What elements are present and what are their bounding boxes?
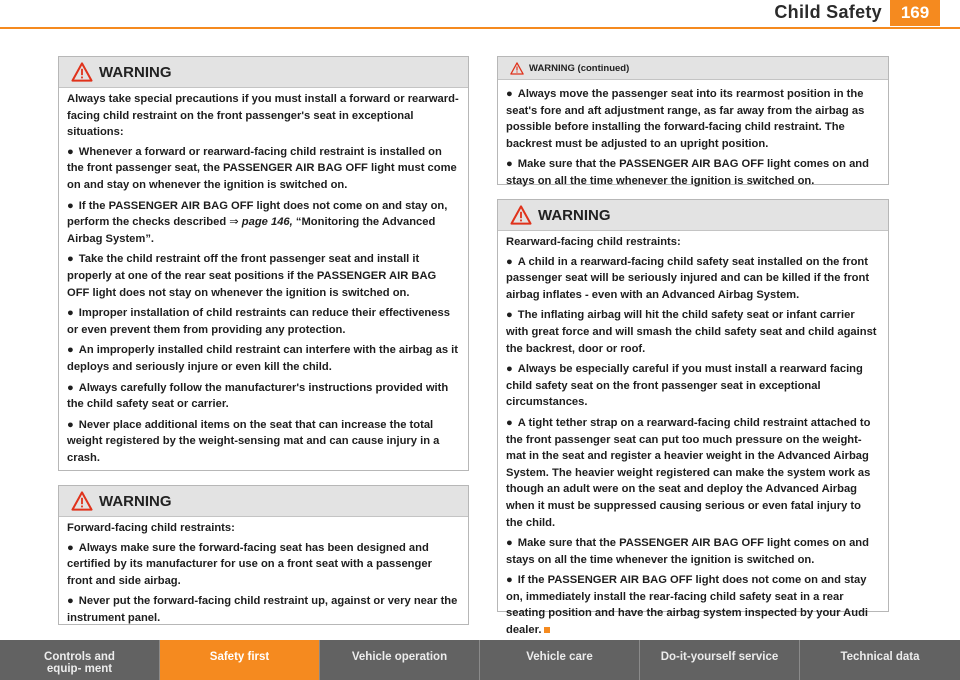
bullet-icon: ● bbox=[67, 381, 74, 394]
bullet-icon: ● bbox=[506, 574, 513, 587]
warning-bullet: ● Make sure that the PASSENGER AIR BAG OFF light comes on and stays on all the time whenever the ignition is switched on. bbox=[506, 158, 869, 187]
warning-bullet: ● Always make sure the forward-facing seat has been designed and certified by its manufacturer for use on a front seat with a passenger front and side airbag. bbox=[67, 541, 432, 587]
header-divider bbox=[0, 27, 960, 29]
warning-body bbox=[59, 88, 468, 466]
tab-controls-and-equipment[interactable]: Controls and equip- ment bbox=[0, 640, 160, 680]
bullet-icon: ● bbox=[67, 145, 74, 158]
warning-bullet: ● The inflating airbag will hit the child safety seat or infant carrier with great force and will smash the child safety seat and child against the backrest, door or roof. bbox=[506, 309, 877, 355]
bullet-icon: ● bbox=[506, 363, 513, 376]
warning-bullet: ● Always move the passenger seat into its rearmost position in the seat's fore and aft adjustment range, as far away from the airbag as possible before installing the forward-facing child restraint. The backrest must be adjusted to an upright position. bbox=[506, 88, 865, 150]
bullet-icon: ● bbox=[67, 199, 74, 212]
bullet-icon: ● bbox=[67, 595, 74, 608]
cross-reference-link[interactable]: page 146, bbox=[241, 216, 293, 229]
bullet-icon: ● bbox=[67, 344, 74, 357]
page-number: 169 bbox=[890, 0, 940, 26]
warning-intro: Forward-facing child restraints: bbox=[67, 522, 235, 534]
warning-box-rearward-facing bbox=[497, 199, 889, 637]
warning-triangle-icon bbox=[71, 491, 93, 511]
warning-bullet: ● Never place additional items on the seat that can increase the total weight registered by the weight-sensing mat and can cause injury in a crash. bbox=[67, 418, 440, 464]
tab-vehicle-operation[interactable]: Vehicle operation bbox=[320, 640, 480, 680]
end-of-section-icon bbox=[544, 627, 550, 633]
warning-bullet: ● A child in a rearward-facing child safety seat installed on the front passenger seat will be seriously injured and can be killed if the front airbag inflates - even with an Advanced Airbag System. bbox=[506, 255, 870, 301]
chapter-navigation bbox=[0, 640, 960, 680]
warning-bullet: ● Never put the forward-facing child restraint up, against or very near the instrument panel. bbox=[67, 595, 458, 624]
bullet-icon: ● bbox=[67, 253, 74, 266]
warning-bullet: ● Make sure that the PASSENGER AIR BAG OFF light comes on and stays on all the time whenever the ignition is switched on. bbox=[506, 537, 869, 566]
warning-header bbox=[498, 200, 888, 231]
warning-bullet: ● A tight tether strap on a rearward-facing child restraint attached to the front passenger seat can put too much pressure on the weight-mat in the seat and register a heavier weight in the Advanced Airbag System. The heavier weight registered can make the system work as though an adult were on the seat and deploy the Advanced Airbag when it must be suppressed causing serious or even fatal injury to the child. bbox=[506, 416, 871, 529]
warning-triangle-icon bbox=[510, 62, 524, 75]
bullet-icon: ● bbox=[506, 88, 513, 100]
warning-bullet: ● Always be especially careful if you must install a rearward facing child safety seat on the front passenger seat in exceptional circumstances. bbox=[506, 363, 863, 409]
warning-bullet: ● Take the child restraint off the front passenger seat and install it properly at one of the rear seat positions if the PASSENGER AIR BAG OFF light does not stay on whenever the ignition is switched on. bbox=[67, 253, 437, 299]
warning-triangle-icon bbox=[71, 62, 93, 82]
cross-reference-title: “Monitoring the Advanced Airbag System”. bbox=[67, 216, 436, 245]
warning-body bbox=[59, 517, 468, 627]
bullet-icon: ● bbox=[506, 537, 513, 550]
warning-bullet: ● An improperly installed child restraint can interfere with the airbag as it deploys and seriously injure or even kill the child. bbox=[67, 344, 458, 373]
warning-bullet: ● If the PASSENGER AIR BAG OFF light does not come on and stay on, perform the checks described ⇒ page 146, “Monitoring the Advanced Airbag System”. bbox=[67, 199, 448, 245]
warning-box-forward-facing bbox=[58, 485, 469, 625]
section-title: Child Safety bbox=[774, 2, 882, 22]
bullet-icon: ● bbox=[67, 307, 74, 320]
warning-intro: Always take special precautions if you must install a forward or rearward-facing child restraint on the front passenger's seat in exceptional situations: bbox=[67, 93, 459, 139]
warning-header bbox=[498, 57, 888, 80]
bullet-icon: ● bbox=[67, 418, 74, 431]
bullet-icon: ● bbox=[506, 416, 513, 429]
warning-bullet: ● Improper installation of child restraints can reduce their effectiveness or even prevent them from providing any protection. bbox=[67, 307, 450, 336]
bullet-icon: ● bbox=[67, 541, 74, 554]
warning-body bbox=[498, 80, 888, 190]
tab-safety-first[interactable]: Safety first bbox=[160, 640, 320, 680]
cross-reference-arrow-icon: ⇒ bbox=[229, 216, 239, 229]
warning-bullet: ● If the PASSENGER AIR BAG OFF light does not come on and stay on, immediately install the rear-facing child safety seat in a rear seating position and have the airbag system inspected by your Audi dealer. bbox=[506, 574, 869, 637]
warning-title: WARNING (continued) bbox=[529, 62, 630, 74]
warning-title: WARNING bbox=[99, 492, 172, 510]
tab-vehicle-care[interactable]: Vehicle care bbox=[480, 640, 640, 680]
bullet-icon: ● bbox=[506, 309, 513, 322]
warning-bullet: ● Always carefully follow the manufacturer's instructions provided with the child safety seat or carrier. bbox=[67, 381, 449, 411]
warning-body bbox=[498, 231, 888, 639]
bullet-icon: ● bbox=[506, 255, 513, 268]
warning-box-general bbox=[58, 56, 469, 471]
warning-box-continued bbox=[497, 56, 889, 185]
warning-header bbox=[59, 486, 468, 517]
warning-triangle-icon bbox=[510, 205, 532, 225]
warning-bullet: ● Whenever a forward or rearward-facing child restraint is installed on the front passenger seat, the PASSENGER AIR BAG OFF light must come on and stay on whenever the ignition is switched on. bbox=[67, 145, 457, 191]
warning-intro: Rearward-facing child restraints: bbox=[506, 236, 681, 248]
warning-header bbox=[59, 57, 468, 88]
warning-title: WARNING bbox=[99, 63, 172, 81]
bullet-icon: ● bbox=[506, 158, 513, 171]
tab-technical-data[interactable]: Technical data bbox=[800, 640, 960, 680]
warning-title: WARNING bbox=[538, 206, 611, 224]
tab-do-it-yourself-service[interactable]: Do-it-yourself service bbox=[640, 640, 800, 680]
